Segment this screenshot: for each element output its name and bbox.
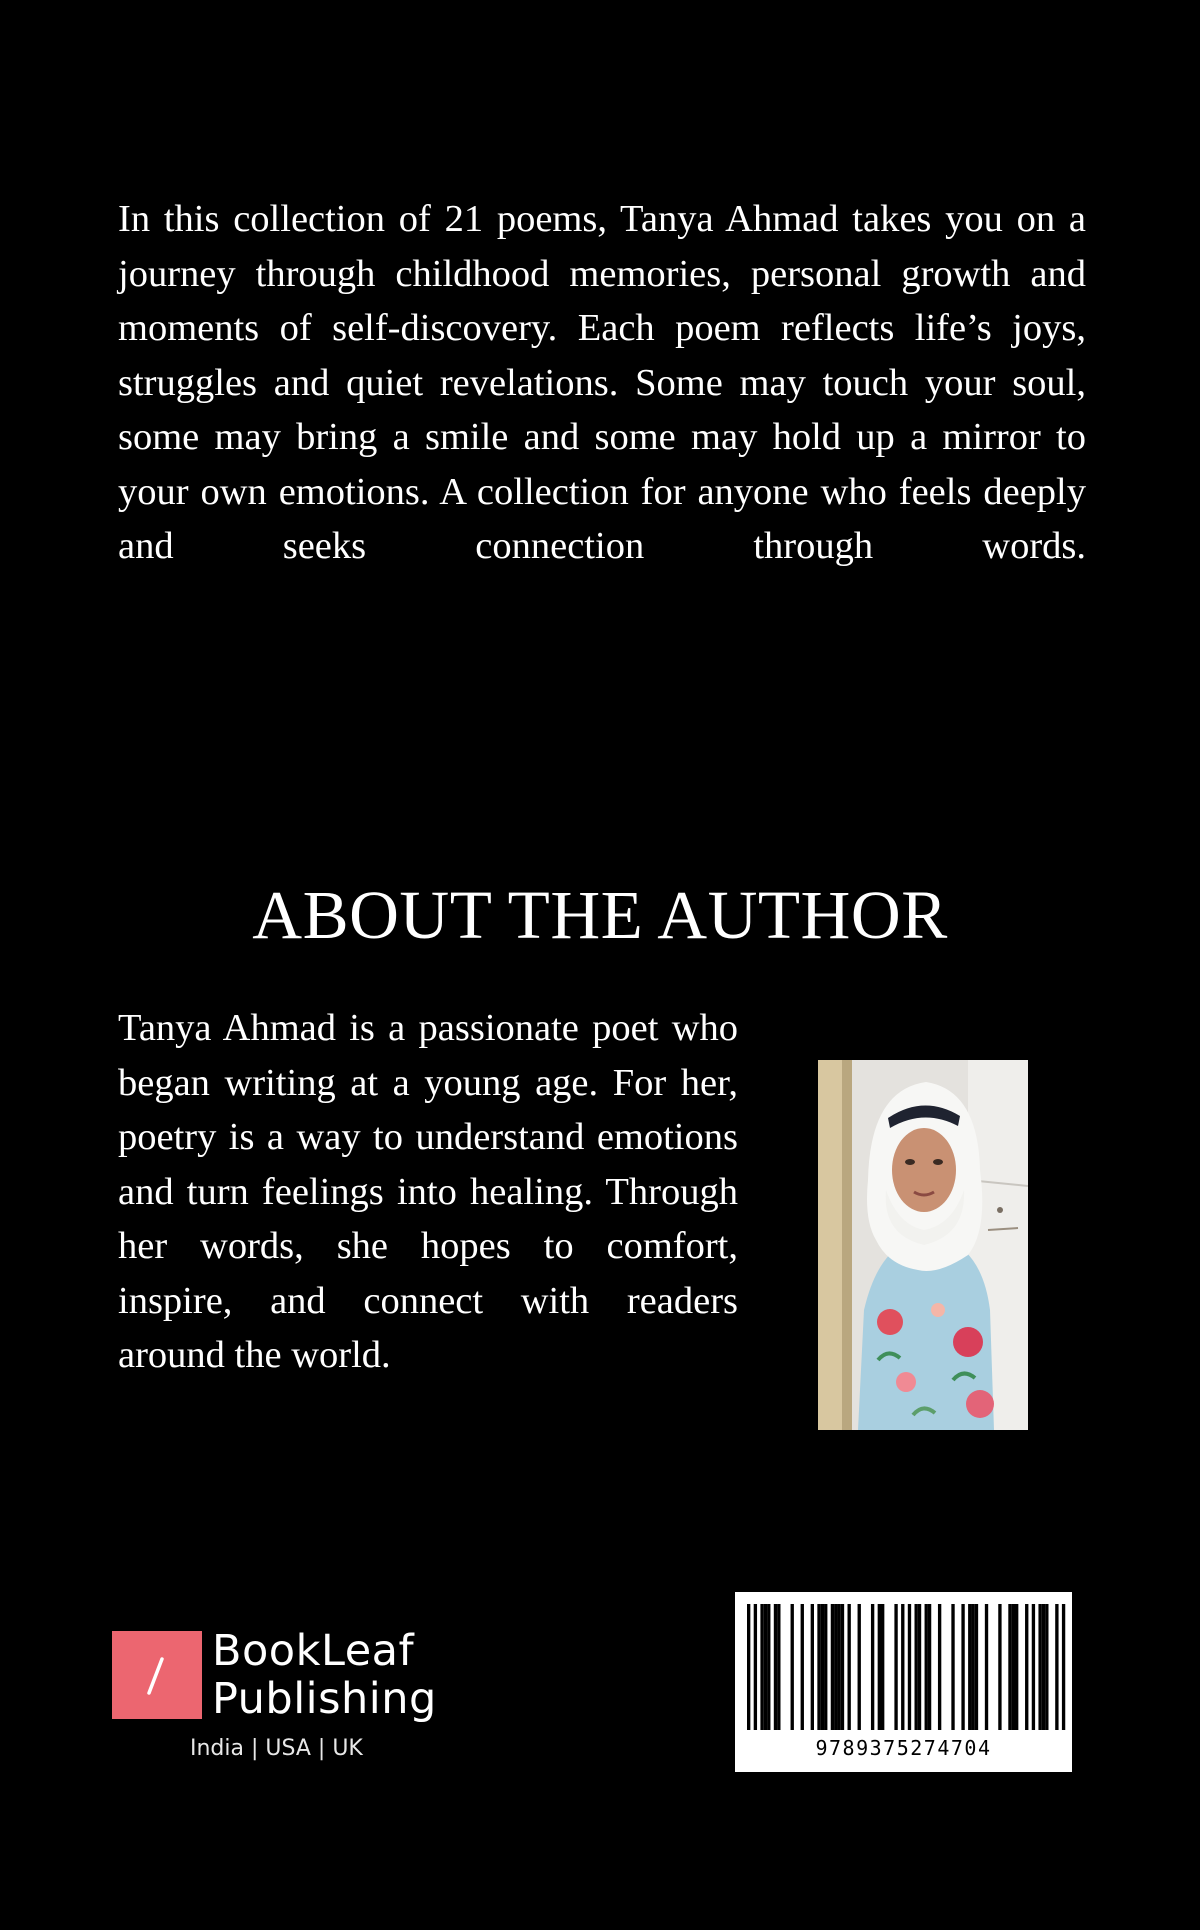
barcode-bar — [841, 1604, 844, 1730]
barcode-bar — [760, 1604, 763, 1730]
barcode-bar — [747, 1604, 750, 1730]
barcode-bar — [811, 1604, 814, 1730]
barcode-bar — [764, 1604, 767, 1730]
barcode-bar — [928, 1604, 931, 1730]
barcode-bar — [1042, 1604, 1045, 1730]
barcode-bar — [848, 1604, 851, 1730]
publisher-regions: India | USA | UK — [190, 1736, 363, 1761]
barcode-bar — [878, 1604, 881, 1730]
publisher-name — [212, 1627, 437, 1723]
author-photo — [818, 1060, 1028, 1430]
publisher-name-line2: Publishing — [212, 1674, 437, 1724]
barcode-bar — [754, 1604, 757, 1730]
barcode-bar — [1062, 1604, 1065, 1730]
book-blurb: In this collection of 21 poems, Tanya Ahmad takes you on a journey through childhood memories, personal growth and moments of self-discovery. Each poem reflects life’s joys, struggles and quiet revelations. Some may touch your soul, some may bring a smile and some may hold up a mirror to your own emotions. A collection for anyone who feels deeply and seeks connection through words. — [118, 198, 1086, 567]
barcode-bar — [1055, 1604, 1058, 1730]
barcode-bar — [791, 1604, 794, 1730]
barcode-bar — [1032, 1604, 1035, 1730]
barcode-bar — [774, 1604, 777, 1730]
barcode-bar — [894, 1604, 897, 1730]
barcode-bar — [975, 1604, 978, 1730]
barcode-bar — [951, 1604, 954, 1730]
barcode-bar — [998, 1604, 1001, 1730]
barcode-bar — [777, 1604, 780, 1730]
barcode-bar — [968, 1604, 971, 1730]
barcode-bar — [938, 1604, 941, 1730]
barcode-bar — [881, 1604, 884, 1730]
barcode-bar — [961, 1604, 964, 1730]
barcode-bar — [915, 1604, 918, 1730]
barcode-bar — [767, 1604, 770, 1730]
barcode-bar — [1025, 1604, 1028, 1730]
publisher-logo — [112, 1627, 452, 1767]
barcode-bar — [918, 1604, 921, 1730]
barcode-bar — [831, 1604, 834, 1730]
barcode-bar — [1012, 1604, 1015, 1730]
barcode-bar — [1038, 1604, 1041, 1730]
about-author-heading: ABOUT THE AUTHOR — [252, 877, 948, 953]
barcode-bar — [985, 1604, 988, 1730]
barcode-bars — [735, 1592, 1072, 1742]
barcode-bar — [821, 1604, 824, 1730]
publisher-name-line1: BookLeaf — [212, 1626, 415, 1676]
isbn-barcode — [735, 1592, 1072, 1772]
barcode-bar — [858, 1604, 861, 1730]
barcode-bar — [971, 1604, 974, 1730]
barcode-bar — [1008, 1604, 1011, 1730]
barcode-bar — [908, 1604, 911, 1730]
barcode-bar — [1015, 1604, 1018, 1730]
slash-glyph-icon — [112, 1631, 202, 1719]
barcode-bar — [871, 1604, 874, 1730]
barcode-bar — [837, 1604, 840, 1730]
barcode-bar — [925, 1604, 928, 1730]
barcode-bar — [817, 1604, 820, 1730]
barcode-bar — [824, 1604, 827, 1730]
author-bio: Tanya Ahmad is a passionate poet who began writing at a young age. For her, poetry is a way to understand emotions and turn feelings into healing. Through her words, she hopes to comfort, inspire, and connect with readers around the world. — [118, 1007, 738, 1376]
barcode-bar — [1045, 1604, 1048, 1730]
barcode-bar — [901, 1604, 904, 1730]
isbn-number: 9789375274704 — [815, 1736, 992, 1760]
barcode-bar — [801, 1604, 804, 1730]
barcode-bar — [834, 1604, 837, 1730]
